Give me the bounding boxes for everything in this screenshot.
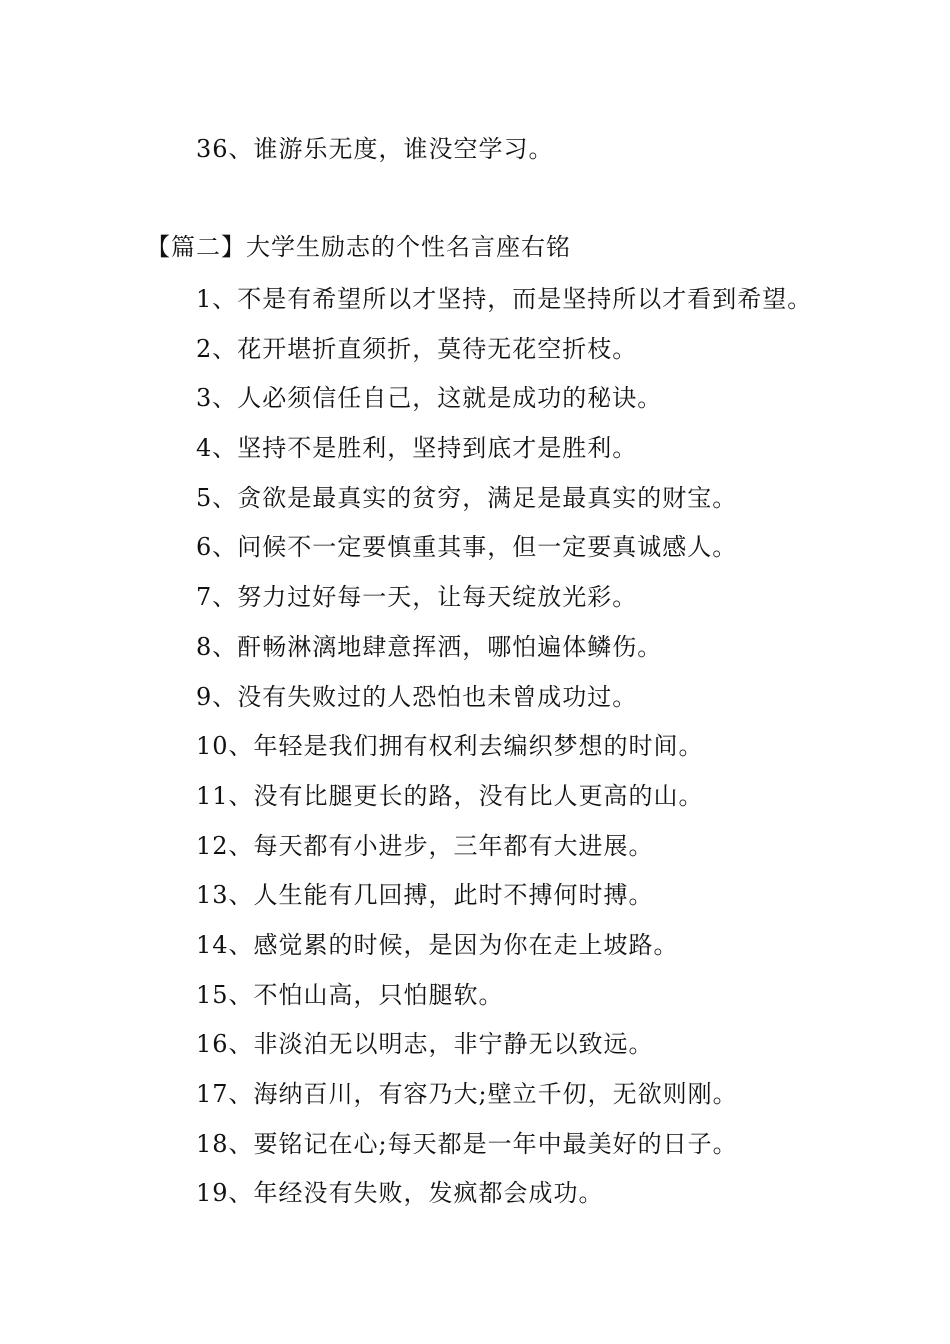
list-item: 3、人必须信任自己，这就是成功的秘诀。 <box>196 384 663 413</box>
list-item: 13、人生能有几回搏，此时不搏何时搏。 <box>196 881 654 910</box>
quote-list <box>196 284 812 1228</box>
list-item: 8、酐畅淋漓地肆意挥洒，哪怕遍体鳞伤。 <box>196 632 663 661</box>
list-item: 10、年轻是我们拥有权利去编织梦想的时间。 <box>196 732 704 761</box>
list-item: 5、贪欲是最真实的贫穷，满足是最真实的财宝。 <box>196 483 738 512</box>
list-item: 18、要铭记在心;每天都是一年中最美好的日子。 <box>196 1129 738 1158</box>
quote-item-36: 36、谁游乐无度，谁没空学习。 <box>196 135 554 163</box>
list-item: 16、非淡泊无以明志，非宁静无以致远。 <box>196 1030 654 1059</box>
list-item: 4、坚持不是胜利，坚持到底才是胜利。 <box>196 434 638 463</box>
list-item: 17、海纳百川，有容乃大;壁立千仞，无欲则刚。 <box>196 1080 738 1108</box>
list-item: 11、没有比腿更长的路，没有比人更高的山。 <box>196 781 704 810</box>
list-item: 14、感觉累的时候，是因为你在走上坡路。 <box>196 930 679 959</box>
list-item: 1、不是有希望所以才坚持，而是坚持所以才看到希望。 <box>196 285 813 313</box>
list-item: 6、问候不一定要慎重其事，但一定要真诚感人。 <box>196 533 738 562</box>
list-item: 7、努力过好每一天，让每天绽放光彩。 <box>196 583 638 612</box>
section-heading: 【篇二】大学生励志的个性名言座右铭 <box>146 233 571 261</box>
list-item: 12、每天都有小进步，三年都有大进展。 <box>196 831 654 860</box>
list-item: 2、花开堪折直须折，莫待无花空折枝。 <box>196 334 638 363</box>
list-item: 15、不怕山高，只怕腿软。 <box>196 980 504 1009</box>
list-item: 19、年经没有失败，发疯都会成功。 <box>196 1179 604 1208</box>
list-item: 9、没有失败过的人恐怕也未曾成功过。 <box>196 682 638 711</box>
